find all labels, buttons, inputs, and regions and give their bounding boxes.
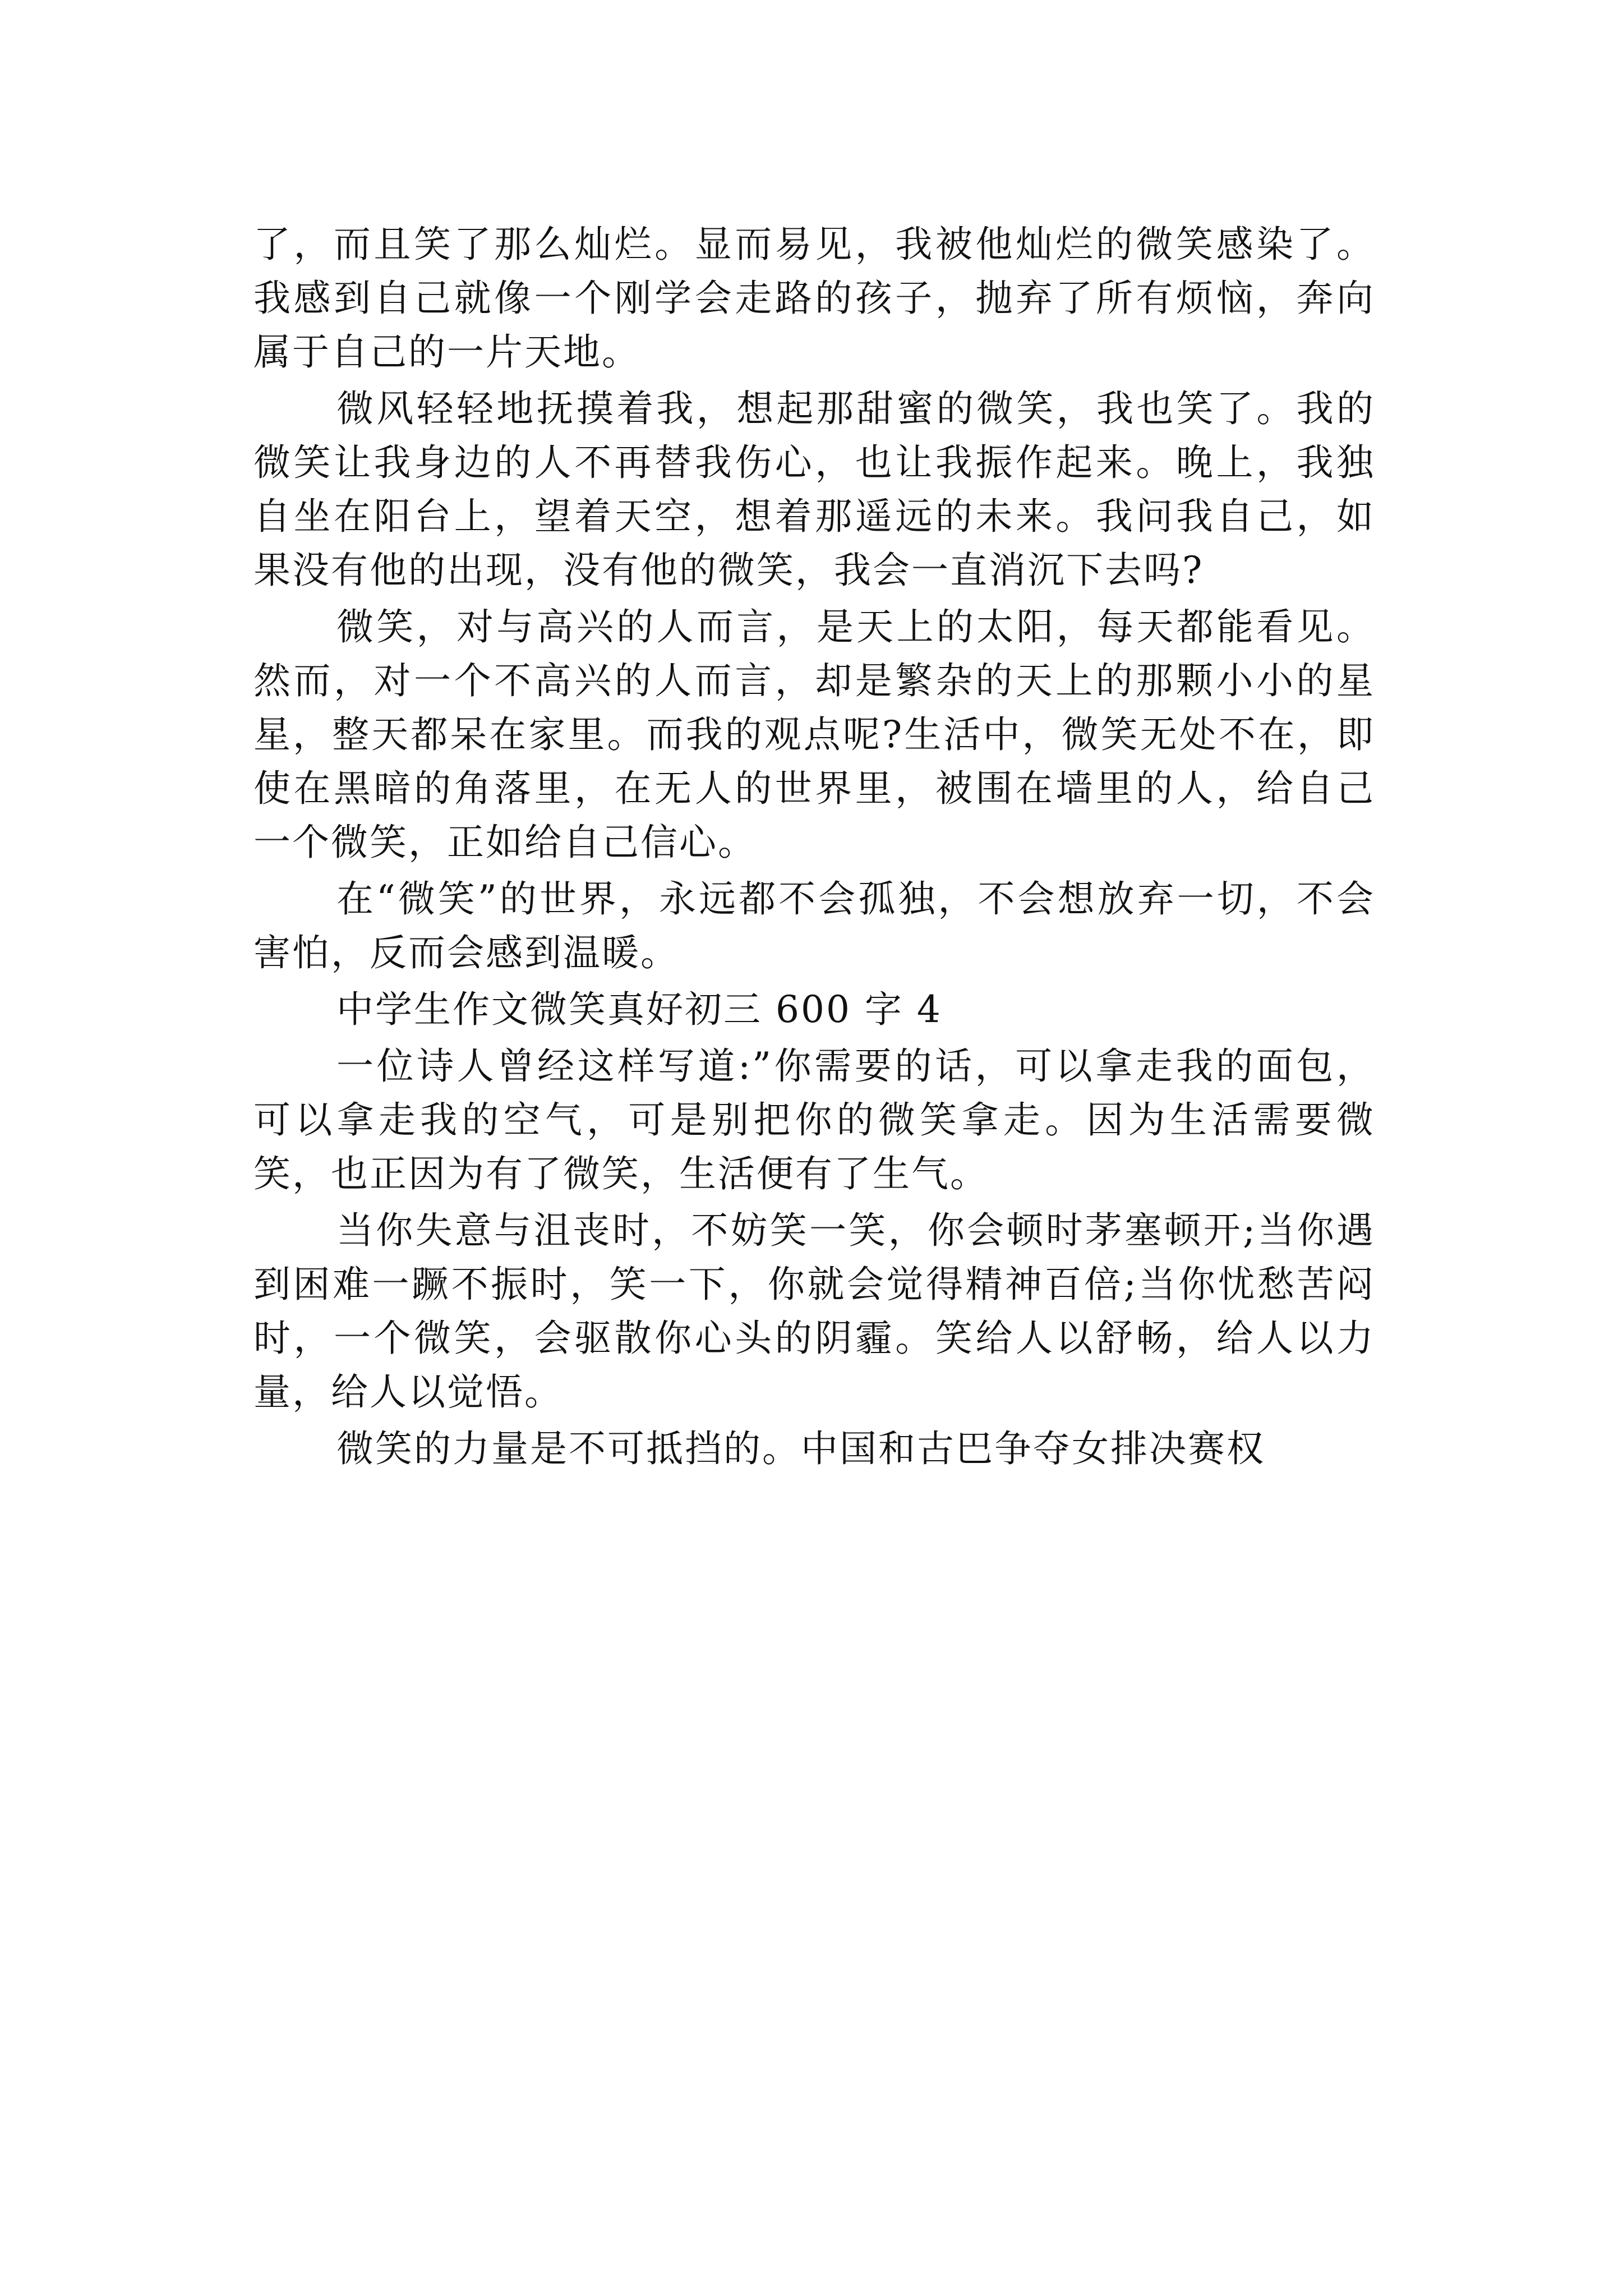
paragraph-7: 微笑的力量是不可抵挡的。中国和古巴争夺女排决赛权 <box>336 1427 1265 1470</box>
paragraph-6: 当你失意与沮丧时，不妨笑一笑，你会顿时茅塞顿开;当你遇到困难一蹶不振时，笑一下，你就会觉得精神百倍;当你忧愁苦闷时，一个微笑，会驱散你心头的阴霾。笑给人以舒畅，给人以力量，给人以觉悟。 <box>253 1209 1375 1414</box>
paragraph-1: 了，而且笑了那么灿烂。显而易见，我被他灿烂的微笑感染了。我感到自己就像一个刚学会走路的孩子，抛弃了所有烦恼，奔向属于自己的一片天地。 <box>253 223 1375 374</box>
section-heading: 中学生作文微笑真好初三 600 字 4 <box>336 988 942 1031</box>
paragraph-5: 一位诗人曾经这样写道:”你需要的话，可以拿走我的面包，可以拿走我的空气，可是别把你的微笑拿走。因为生活需要微笑，也正因为有了微笑，生活便有了生气。 <box>253 1045 1375 1195</box>
document-body <box>253 218 1375 1479</box>
paragraph-2: 微风轻轻地抚摸着我，想起那甜蜜的微笑，我也笑了。我的微笑让我身边的人不再替我伤心，也让我振作起来。晚上，我独自坐在阳台上，望着天空，想着那遥远的未来。我问我自己，如果没有他的出现，没有他的微笑，我会一直消沉下去吗? <box>253 387 1375 592</box>
paragraph-4: 在“微笑”的世界，永远都不会孤独，不会想放弃一切，不会害怕，反而会感到温暖。 <box>253 877 1375 974</box>
paragraph-3: 微笑，对与高兴的人而言，是天上的太阳，每天都能看见。然而，对一个不高兴的人而言，却是繁杂的天上的那颗小小的星星，整天都呆在家里。而我的观点呢?生活中，微笑无处不在，即使在黑暗的角落里，在无人的世界里，被围在墙里的人，给自己一个微笑，正如给自己信心。 <box>253 605 1375 864</box>
